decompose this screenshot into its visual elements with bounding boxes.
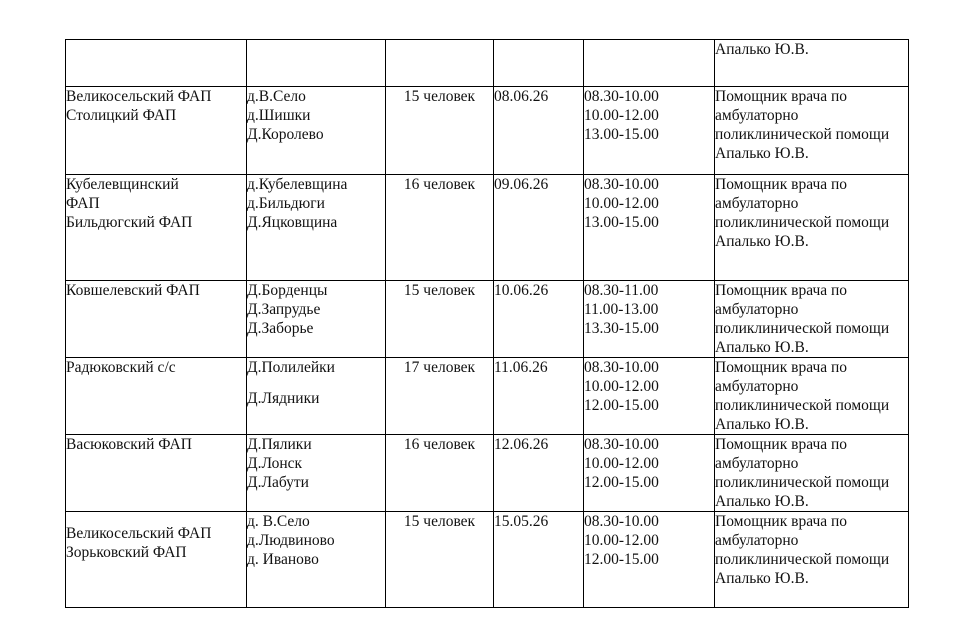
times-cell [584,40,715,87]
cell-line: Д.Борденцы [247,282,328,299]
times-cell [584,87,715,175]
cell-line: Помощник врача по [715,88,848,105]
cell-line: Помощник врача по [715,359,848,376]
cell-line: 08.30-10.00 [584,359,659,376]
cell-line: 10.00-12.00 [584,195,659,212]
cell-line: д.Людвиново [247,532,335,549]
responsible-cell [715,87,909,175]
table-row [66,175,909,281]
responsible-cell [715,435,909,512]
facility-cell [66,281,247,358]
times-cell [584,175,715,281]
cell-line: д. В.Село [247,513,310,530]
table-row [66,40,909,87]
table-row [66,358,909,435]
cell-line: Васюковский ФАП [66,436,192,453]
cell-line: Помощник врача по [715,436,848,453]
responsible-cell [715,175,909,281]
date-cell: 10.06.26 [494,281,584,358]
cell-line: 08.30-10.00 [584,513,659,530]
cell-line: Апалько Ю.В. [715,416,809,433]
responsible-cell [715,512,909,608]
cell-line: 08.30-10.00 [584,436,659,453]
count-cell: 15 человек [386,281,494,358]
cell-line: 10.00-12.00 [584,532,659,549]
cell-line: ФАП [66,195,100,212]
cell-line: Зорьковский ФАП [66,544,187,561]
cell-line: Апалько Ю.В. [715,493,809,510]
cell-line: Д.Запрудье [247,301,321,318]
cell-line: 11.00-13.00 [584,301,659,318]
cell-line: Д.Лядники [247,390,320,407]
cell-line: Столицкий ФАП [66,107,177,124]
cell-line: Бильдюгский ФАП [66,214,193,231]
cell-line: Помощник врача по [715,176,848,193]
cell-line: 10.00-12.00 [584,455,659,472]
cell-line: Д.Лонск [247,455,303,472]
table-row [66,512,909,608]
places-cell [247,175,386,281]
cell-line: 13.00-15.00 [584,126,659,143]
count-cell [386,40,494,87]
cell-line: Д.Яцковщина [247,214,338,231]
cell-line: амбулаторно [715,532,799,549]
cell-line: 12.00-15.00 [584,474,659,491]
places-cell [247,87,386,175]
facility-cell [66,512,247,608]
responsible-cell [715,40,909,87]
cell-line: Апалько Ю.В. [715,339,809,356]
cell-line: поликлинической помощи [715,397,890,414]
cell-line: 13.30-15.00 [584,320,659,337]
facility-cell [66,358,247,435]
cell-line: 08.30-10.00 [584,88,659,105]
cell-line: поликлинической помощи [715,551,890,568]
cell-line: д. Иваново [247,551,319,568]
cell-line: 13.00-15.00 [584,214,659,231]
cell-line: 10.00-12.00 [584,107,659,124]
cell-line: д.В.Село [247,88,306,105]
cell-line: поликлинической помощи [715,214,890,231]
places-cell [247,358,386,435]
times-cell [584,281,715,358]
responsible-cell [715,358,909,435]
cell-line: Апалько Ю.В. [715,233,809,250]
date-cell: 12.06.26 [494,435,584,512]
cell-line: 10.00-12.00 [584,378,659,395]
times-cell [584,435,715,512]
schedule-table [65,39,909,608]
times-cell [584,358,715,435]
cell-line [66,512,246,524]
count-cell: 15 человек [386,512,494,608]
places-cell [247,281,386,358]
cell-line: Д.Заборье [247,320,314,337]
cell-line: Д.Королево [247,126,324,143]
cell-line: амбулаторно [715,455,799,472]
cell-line: амбулаторно [715,301,799,318]
cell-line: Помощник врача по [715,513,848,530]
date-cell [494,40,584,87]
cell-line: Ковшелевский ФАП [66,282,200,299]
cell-line: Д.Полилейки [247,359,335,376]
date-cell: 08.06.26 [494,87,584,175]
cell-line: Апалько Ю.В. [715,570,809,587]
cell-line: Радюковский с/с [66,359,176,376]
cell-line: д.Шишки [247,107,311,124]
count-cell: 16 человек [386,435,494,512]
cell-line: Помощник врача по [715,282,848,299]
cell-line: поликлинической помощи [715,126,890,143]
schedule-table-body [66,40,909,608]
cell-line: 12.00-15.00 [584,551,659,568]
cell-line: Д.Пялики [247,436,312,453]
cell-line: поликлинической помощи [715,320,890,337]
responsible-cell [715,281,909,358]
cell-line: амбулаторно [715,378,799,395]
table-row [66,435,909,512]
cell-line: амбулаторно [715,107,799,124]
table-row [66,87,909,175]
facility-cell [66,435,247,512]
date-cell: 11.06.26 [494,358,584,435]
cell-line: Д.Лабути [247,474,309,491]
date-cell: 15.05.26 [494,512,584,608]
table-row [66,281,909,358]
date-cell: 09.06.26 [494,175,584,281]
cell-line [247,377,385,389]
places-cell [247,435,386,512]
count-cell: 15 человек [386,87,494,175]
cell-line: Великосельский ФАП [66,525,212,542]
cell-line: Апалько Ю.В. [715,41,809,58]
cell-line: 08.30-11.00 [584,282,659,299]
cell-line: 08.30-10.00 [584,176,659,193]
facility-cell [66,40,247,87]
cell-line: 12.00-15.00 [584,397,659,414]
cell-line: Апалько Ю.В. [715,145,809,162]
times-cell [584,512,715,608]
cell-line: д.Бильдюги [247,195,325,212]
cell-line: амбулаторно [715,195,799,212]
count-cell: 17 человек [386,358,494,435]
cell-line: Кубелевщинский [66,176,179,193]
cell-line: Великосельский ФАП [66,88,212,105]
cell-line: поликлинической помощи [715,474,890,491]
cell-line: д.Кубелевщина [247,176,348,193]
facility-cell [66,175,247,281]
count-cell: 16 человек [386,175,494,281]
facility-cell [66,87,247,175]
places-cell [247,40,386,87]
places-cell [247,512,386,608]
